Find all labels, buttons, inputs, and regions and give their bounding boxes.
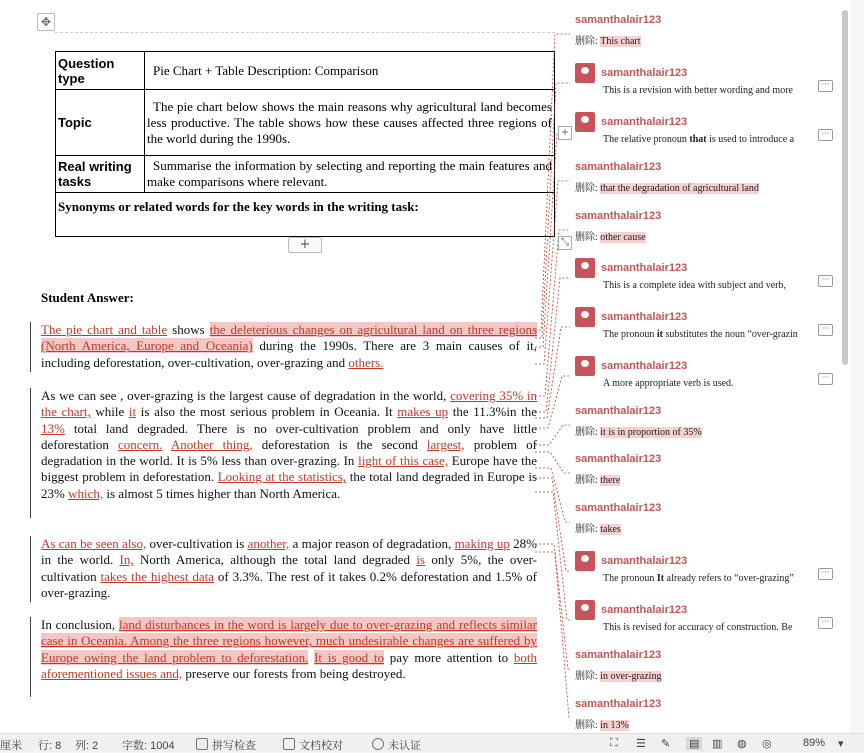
deleted-text: that the degradation of agricultural land	[600, 183, 759, 194]
comment-username: samanthalair123	[575, 502, 662, 514]
comment-author	[575, 112, 837, 132]
comment-body: This is a revision with better wording and more	[603, 85, 793, 96]
comment-card[interactable]	[575, 161, 837, 194]
comment-text-part: already refers to “over-grazing”	[664, 573, 794, 584]
synonyms-label[interactable]: Synonyms or related words for the key words in the writing task:	[56, 193, 555, 237]
delete-prefix: 删除:	[575, 720, 598, 731]
delete-prefix: 删除:	[575, 183, 598, 194]
comment-text	[603, 622, 813, 633]
delete-prefix: 删除:	[575, 671, 598, 682]
comment-scrollbar[interactable]	[842, 10, 848, 365]
deleted-text: takes	[600, 524, 621, 535]
delete-prefix: 删除:	[575, 36, 598, 47]
comment-card[interactable]	[575, 356, 837, 389]
unit-label: 厘米	[0, 740, 22, 752]
question-type-label: Question type	[56, 52, 145, 90]
more-options-icon[interactable]: ···	[818, 80, 833, 92]
deleted-text: in over-grazing	[600, 671, 662, 682]
avatar	[575, 600, 595, 620]
add-row-button[interactable]: +	[288, 237, 322, 253]
comment-username: samanthalair123	[575, 453, 662, 465]
status-bar	[0, 733, 864, 752]
comment-body: A more appropriate verb is used.	[603, 378, 734, 389]
revision-bar	[30, 388, 31, 518]
edit-mode-icon[interactable]: ✎	[661, 738, 671, 750]
comment-text	[575, 32, 785, 47]
collapse-arrows-icon[interactable]: ⤡	[558, 236, 572, 250]
revision-bar	[30, 617, 31, 697]
comment-username: samanthalair123	[575, 161, 662, 173]
shield-icon	[372, 738, 384, 750]
comment-username: samanthalair123	[601, 115, 688, 128]
deleted-text: there	[600, 475, 621, 486]
paragraph-3[interactable]: As can be seen also, over-cultivation is another, a major reason of degradation, making up 28% in the world. In, North America, although the total land degraded is only 5%, the over-cultivation takes the highest data of 3.3%. The rest of it takes 0.2% deforestation and 1.5% of over-grazing.	[41, 536, 538, 600]
comment-author	[575, 649, 837, 661]
question-type-value[interactable]: Pie Chart + Table Description: Comparison	[145, 52, 555, 90]
comment-username: samanthalair123	[601, 603, 688, 616]
comment-card[interactable]	[575, 405, 837, 438]
spell-check-icon	[196, 738, 208, 750]
comment-username: samanthalair123	[575, 210, 662, 222]
topic-value[interactable]: The pie chart below shows the main reasons why agricultural land becomes less productive. The table shows how these causes affected three regions of the world during the 1990s.	[145, 90, 555, 156]
connector-line	[535, 83, 570, 338]
expand-plus-icon[interactable]: +	[558, 126, 572, 140]
comment-text	[575, 520, 785, 535]
comment-text-part: The relative pronoun	[603, 134, 690, 145]
comment-text-part: It	[656, 573, 665, 584]
comment-text	[603, 573, 813, 584]
doc-proof-icon	[283, 738, 295, 750]
revision-bar	[30, 536, 31, 602]
comment-text	[603, 85, 813, 96]
table-move-handle-icon[interactable]: ✥	[37, 13, 55, 31]
connector-line	[535, 544, 570, 669]
comment-username: samanthalair123	[575, 405, 662, 417]
deleted-text: This chart	[600, 36, 641, 47]
comment-username: samanthalair123	[601, 554, 688, 567]
zoom-dropdown-icon[interactable]: ▾	[838, 738, 844, 750]
more-options-icon[interactable]: ···	[818, 129, 833, 141]
comment-card[interactable]	[575, 698, 837, 731]
comment-card[interactable]	[575, 502, 837, 535]
comment-body: This is revised for accuracy of construction. Be	[603, 622, 793, 633]
topic-label: Topic	[56, 90, 145, 156]
comment-username: samanthalair123	[575, 14, 662, 26]
comment-card[interactable]	[575, 453, 837, 486]
comment-text	[575, 179, 785, 194]
comment-text	[603, 134, 813, 145]
avatar	[575, 112, 595, 132]
more-options-icon[interactable]: ···	[818, 275, 833, 287]
connector-line	[535, 452, 570, 473]
col-indicator: 列: 2	[75, 740, 99, 752]
more-options-icon[interactable]: ···	[818, 617, 833, 629]
comment-author	[575, 258, 837, 278]
outline-icon[interactable]: ☰	[636, 738, 646, 750]
delete-prefix: 删除:	[575, 524, 598, 535]
web-view-icon[interactable]: ◍	[737, 738, 747, 750]
tasks-label: Real writing tasks	[56, 156, 145, 193]
comment-text	[575, 423, 785, 438]
connector-line	[535, 34, 570, 330]
comment-card[interactable]	[575, 210, 837, 243]
doc-proof-button[interactable]: 文档校对	[283, 737, 343, 753]
comment-card[interactable]	[575, 112, 837, 145]
comment-card[interactable]	[575, 649, 837, 682]
delete-prefix: 删除:	[575, 232, 598, 243]
comment-text	[575, 716, 785, 731]
student-answer-heading: Student Answer:	[41, 290, 134, 305]
auth-status-button[interactable]: 未认证	[372, 737, 421, 753]
avatar	[575, 551, 595, 571]
comment-author	[575, 405, 837, 417]
comment-author	[575, 307, 837, 327]
revision-bar	[30, 322, 31, 372]
spell-check-button[interactable]: 拼写检查	[196, 737, 256, 753]
comment-text	[575, 471, 785, 486]
more-options-icon[interactable]: ···	[818, 324, 833, 336]
comment-card[interactable]	[575, 63, 837, 96]
delete-prefix: 删除:	[575, 475, 598, 486]
connector-line	[535, 278, 570, 412]
comment-text-part: it	[656, 329, 663, 340]
deleted-text: it is in proportion of 35%	[600, 427, 702, 438]
comment-author	[575, 210, 837, 222]
comment-username: samanthalair123	[601, 261, 688, 274]
comment-author	[575, 161, 837, 173]
more-options-icon[interactable]: ···	[818, 568, 833, 580]
comment-text-part: substitutes the noun “over-grazin	[663, 329, 798, 340]
comment-username: samanthalair123	[575, 649, 662, 661]
comment-text	[603, 378, 813, 389]
delete-prefix: 删除:	[575, 427, 598, 438]
comment-author	[575, 502, 837, 514]
comment-text	[603, 329, 813, 340]
comment-body: This is a complete idea with subject and verb,	[603, 280, 787, 291]
connector-line	[535, 230, 570, 396]
comment-author	[575, 551, 837, 571]
comment-author	[575, 356, 837, 376]
comment-author	[575, 600, 837, 620]
comment-username: samanthalair123	[601, 359, 688, 372]
connector-line	[535, 376, 570, 428]
comment-card[interactable]	[575, 551, 837, 584]
comment-card[interactable]	[575, 258, 837, 291]
comment-text-part: that	[689, 134, 707, 145]
more-options-icon[interactable]: ···	[818, 373, 833, 385]
comment-author	[575, 63, 837, 83]
comment-username: samanthalair123	[575, 698, 662, 710]
comment-text-part: The pronoun	[603, 329, 657, 340]
comment-username: samanthalair123	[601, 310, 688, 323]
avatar	[575, 258, 595, 278]
comment-author	[575, 453, 837, 465]
task-table	[55, 51, 555, 237]
comment-card[interactable]	[575, 14, 837, 47]
comment-text-part: The pronoun	[603, 573, 657, 584]
comment-author	[575, 14, 837, 26]
avatar	[575, 307, 595, 327]
deleted-text: other cause	[600, 232, 646, 243]
paragraph-4[interactable]: In conclusion, land disturbances in the word is largely due to over-grazing and reflects similar case in Oceania. Among the three regions however, much undesirable changes are suffered by Europe owing the land problem to deforestation. It is good to pay more attention to both aforementioned issues and, preserve our forests from being destroyed.	[41, 617, 537, 681]
comment-text	[603, 280, 813, 291]
connector-line	[535, 492, 570, 620]
table-top-guide	[55, 32, 555, 33]
connector-line	[535, 327, 570, 418]
row-indicator: 行: 8	[38, 740, 62, 752]
paragraph-2[interactable]: As we can see , over-grazing is the largest cause of degradation in the world, covering 35% in the chart, while it is also the most serious problem in Oceania. It makes up the 11.3%in the 13% total land degraded. There is no over-cultivation problem and only have little deforestation concern. Another thing, deforestation is the second largest, problem of degradation in the world. It is 5% less than over-grazing. In light of this case, Europe have the biggest problem in deforestation. Looking at the statistics, the total land degraded in Europe is 23% which, is almost 5 times higher than North America.	[41, 388, 538, 501]
read-view-icon[interactable]: ▥	[712, 738, 723, 750]
connector-line	[535, 552, 570, 718]
page-view-icon[interactable]: ▤	[686, 737, 702, 750]
comment-text	[575, 667, 785, 682]
comment-pane	[560, 0, 850, 733]
connector-line	[535, 468, 570, 522]
eye-protect-icon[interactable]: ◎	[762, 738, 772, 750]
deleted-text: in 13%	[600, 720, 629, 731]
avatar	[575, 356, 595, 376]
comment-author	[575, 698, 837, 710]
comment-username: samanthalair123	[601, 66, 688, 79]
avatar	[575, 63, 595, 83]
comment-card[interactable]	[575, 307, 837, 340]
tasks-value[interactable]: Summarise the information by selecting and reporting the main features and make comparisons where relevant.	[145, 156, 555, 193]
paragraph-1[interactable]: The pie chart and table shows the deleterious changes on agricultural land on three regions (North America, Europe and Oceania) during the 1990s. There are 3 main causes of it, including deforestation, over-cultivation, over-grazing and others.	[41, 322, 538, 370]
fullscreen-icon[interactable]: ⛶	[610, 737, 618, 749]
comment-text	[575, 228, 785, 243]
comment-connector-lines	[535, 0, 570, 733]
comment-card[interactable]	[575, 600, 837, 633]
connector-line	[535, 181, 570, 364]
comment-text-part: is used to introduce a	[706, 134, 795, 145]
zoom-level[interactable]: 89%	[803, 737, 826, 749]
word-count[interactable]: 字数: 1004	[122, 740, 175, 752]
